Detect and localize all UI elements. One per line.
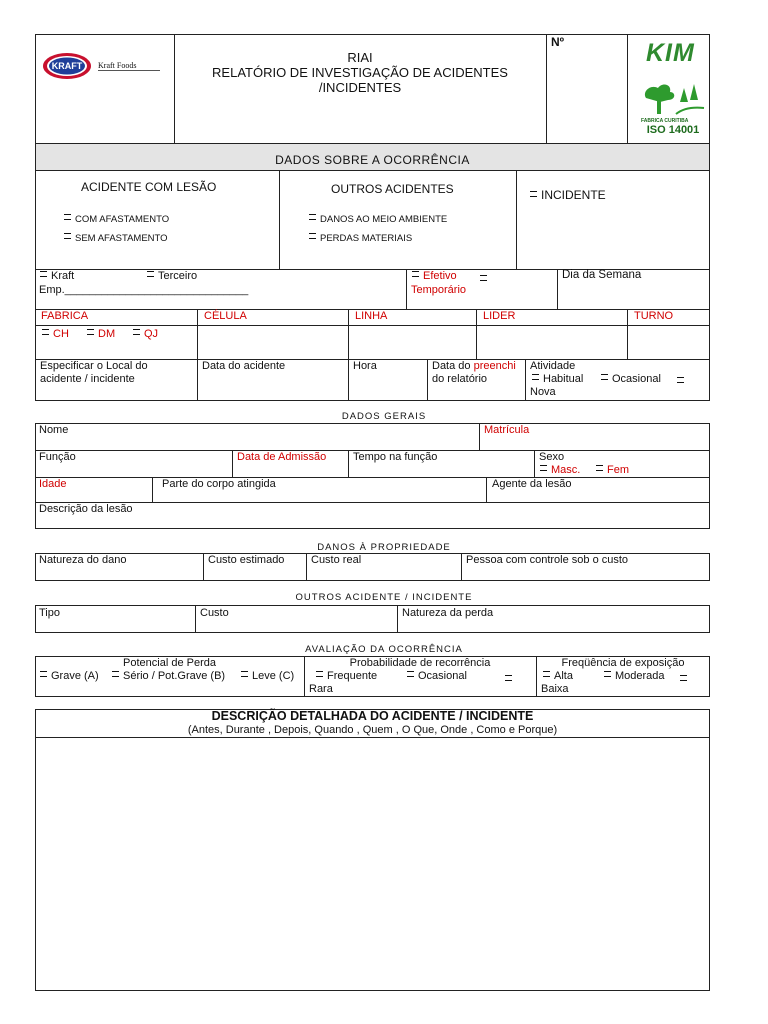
- real-cost-label: Custo real: [311, 554, 362, 566]
- checkbox-icon: [241, 671, 248, 677]
- description-title: DESCRIÇÃO DETALHADA DO ACIDENTE / INCIDENTE: [211, 709, 534, 723]
- checkbox-icon: [309, 214, 316, 220]
- moderate-option[interactable]: Moderada: [604, 670, 665, 683]
- checkbox-icon: [532, 374, 539, 380]
- checkbox-icon[interactable]: [480, 275, 487, 281]
- accident-date-label: Data do acidente: [202, 360, 286, 372]
- checkbox-icon: [530, 191, 537, 197]
- leader-label: LIDER: [483, 310, 516, 322]
- checkbox-icon: [601, 374, 608, 380]
- checkbox-icon: [316, 671, 323, 677]
- female-option[interactable]: Fem: [596, 464, 629, 477]
- admission-date-label: Data de Admissão: [237, 451, 327, 463]
- location-label-2: acidente / incidente: [40, 373, 135, 385]
- kim-logo: KIM: [646, 39, 695, 67]
- recurrence-label: Probabilidade de recorrência: [349, 657, 491, 669]
- occasional-option[interactable]: Ocasional: [601, 373, 661, 386]
- hour-label: Hora: [353, 360, 377, 372]
- checkbox-icon: [412, 271, 419, 277]
- environment-damage-option[interactable]: DANOS AO MEIO AMBIENTE: [309, 213, 447, 226]
- male-option[interactable]: Masc.: [540, 464, 580, 477]
- kraft-logo: [42, 52, 92, 80]
- company-field[interactable]: Emp.______________________________: [39, 284, 249, 296]
- description-subtitle: (Antes, Durante , Depois, Quando , Quem , O Que, Onde , Como e Porque): [187, 724, 558, 736]
- frequent-option[interactable]: Frequente: [316, 670, 377, 683]
- checkbox-icon: [147, 271, 154, 277]
- third-party-option[interactable]: Terceiro: [147, 270, 197, 283]
- role-label: Função: [39, 451, 76, 463]
- checkbox-icon: [64, 214, 71, 220]
- low-option[interactable]: Baixa: [541, 683, 569, 695]
- occurrence-title: DADOS SOBRE A OCORRÊNCIA: [275, 153, 470, 167]
- checkbox-icon: [540, 465, 547, 471]
- report-date-label: Data do preenchi: [432, 360, 516, 372]
- without-leave-option[interactable]: SEM AFASTAMENTO: [64, 232, 168, 245]
- checkbox-icon: [309, 233, 316, 239]
- checkbox-icon: [543, 671, 550, 677]
- checkbox-icon: [407, 671, 414, 677]
- effective-option[interactable]: Efetivo: [412, 270, 457, 283]
- habitual-option[interactable]: Habitual: [532, 373, 583, 386]
- checkbox-icon: [133, 329, 140, 335]
- number-label: Nº: [551, 35, 565, 49]
- loss-nature-label: Natureza da perda: [402, 607, 494, 619]
- type-label: Tipo: [39, 607, 60, 619]
- checkbox-icon: [112, 671, 119, 677]
- other-box: [35, 605, 710, 633]
- checkbox-icon[interactable]: [680, 675, 687, 681]
- other-title: OUTROS ACIDENTE / INCIDENTE: [295, 592, 473, 603]
- light-option[interactable]: Leve (C): [241, 670, 294, 683]
- checkbox-icon[interactable]: [505, 675, 512, 681]
- ch-option[interactable]: CH: [42, 328, 69, 341]
- kim-subtitle: FABRICA CURITIBA: [641, 118, 689, 124]
- rare-option[interactable]: Rara: [309, 683, 333, 695]
- serious-option[interactable]: Sério / Pot.Grave (B): [112, 670, 225, 683]
- registration-label: Matrícula: [484, 424, 530, 436]
- material-loss-option[interactable]: PERDAS MATERIAIS: [309, 232, 412, 245]
- report-title: [174, 50, 546, 95]
- qj-option[interactable]: QJ: [133, 328, 158, 341]
- checkbox-icon: [87, 329, 94, 335]
- kraft-foods-text: Kraft Foods: [98, 61, 137, 70]
- weekday-label: Dia da Semana: [562, 269, 642, 281]
- evaluation-title: AVALIAÇÃO DA OCORRÊNCIA: [305, 644, 463, 655]
- checkbox-icon: [64, 233, 71, 239]
- general-title: DADOS GERAIS: [341, 411, 427, 422]
- new-option[interactable]: Nova: [530, 386, 556, 398]
- checkbox-icon: [40, 271, 47, 277]
- title-incidents: /INCIDENTES: [318, 80, 402, 95]
- cell-label: CÉLULA: [204, 310, 247, 322]
- iso-badge: ISO 14001: [646, 124, 700, 136]
- incident-option[interactable]: INCIDENTE: [530, 189, 606, 202]
- age-label: Idade: [39, 478, 67, 490]
- estimated-cost-label: Custo estimado: [208, 554, 285, 566]
- exposure-label: Freqüência de exposição: [561, 657, 685, 669]
- title-main: RELATÓRIO DE INVESTIGAÇÃO DE ACIDENTES: [212, 65, 508, 80]
- factory-label: FABRICA: [41, 310, 89, 322]
- location-label-1: Especificar o Local do: [40, 360, 148, 372]
- sex-label: Sexo: [539, 451, 565, 463]
- body-part-label: Parte do corpo atingida: [162, 478, 276, 490]
- checkbox-icon: [596, 465, 603, 471]
- tree-icon: [640, 78, 706, 118]
- high-option[interactable]: Alta: [543, 670, 573, 683]
- property-title: DANOS À PROPRIEDADE: [317, 542, 451, 553]
- with-leave-option[interactable]: COM AFASTAMENTO: [64, 213, 169, 226]
- occasional-recurrence-option[interactable]: Ocasional: [407, 670, 467, 683]
- name-label: Nome: [39, 424, 69, 436]
- checkbox-icon[interactable]: [677, 377, 684, 383]
- checkbox-icon: [604, 671, 611, 677]
- grave-option[interactable]: Grave (A): [40, 670, 99, 683]
- checkbox-icon: [42, 329, 49, 335]
- cost-controller-label: Pessoa com controle sob o custo: [466, 554, 629, 566]
- report-date-label-2: do relatório: [432, 373, 488, 385]
- injury-description-label: Descrição da lesão: [39, 503, 133, 515]
- damage-nature-label: Natureza do dano: [39, 554, 127, 566]
- description-textarea[interactable]: [36, 738, 709, 990]
- activity-label: Atividade: [530, 360, 576, 372]
- cost-label: Custo: [200, 607, 229, 619]
- title-riai: RIAI: [347, 50, 373, 65]
- checkbox-icon: [40, 671, 47, 677]
- kraft-option[interactable]: Kraft: [40, 270, 74, 283]
- line-label: LINHA: [355, 310, 388, 322]
- other-accidents-title: OUTROS ACIDENTES: [331, 182, 454, 196]
- loss-potential-label: Potencial de Perda: [123, 657, 216, 669]
- injury-agent-label: Agente da lesão: [492, 478, 572, 490]
- dm-option[interactable]: DM: [87, 328, 115, 341]
- time-in-role-label: Tempo na função: [353, 451, 438, 463]
- shift-label: TURNO: [634, 310, 674, 322]
- kraft-logo-text: KRAFT: [51, 61, 83, 71]
- temporary-option[interactable]: Temporário: [411, 284, 467, 296]
- accident-with-injury-title: ACIDENTE COM LESÃO: [81, 180, 217, 194]
